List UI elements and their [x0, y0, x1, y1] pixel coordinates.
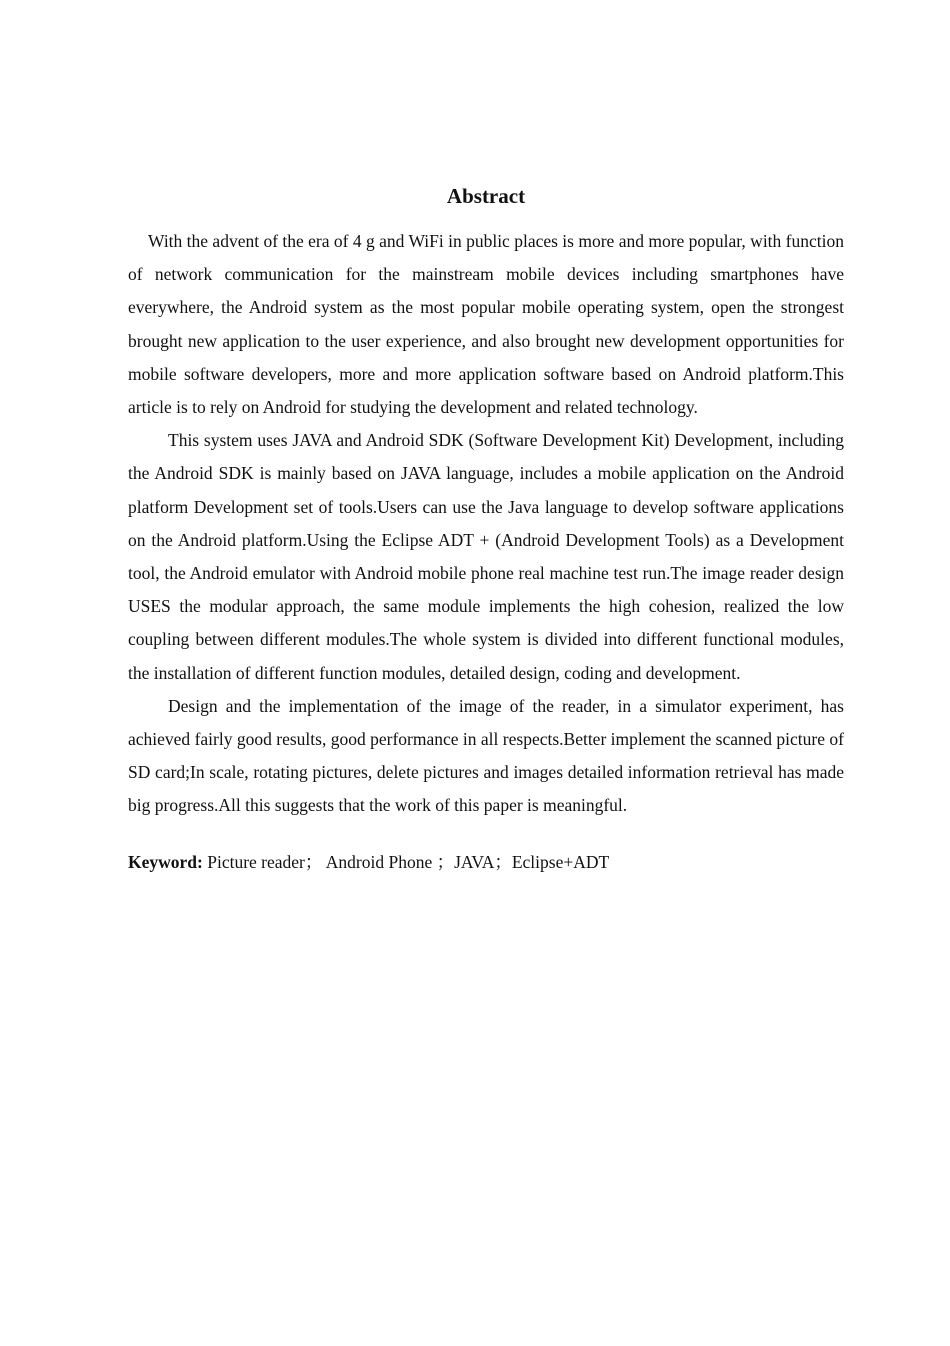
abstract-title: Abstract — [446, 184, 526, 208]
abstract-page — [128, 180, 844, 879]
keywords-text: Picture reader； Android Phone ；JAVA；Eclipse+ADT — [207, 851, 610, 872]
abstract-paragraph-1: With the advent of the era of 4 g and WiFi in public places is more and more popular, with function of network communication for the mainstream mobile devices including smartphones have everywhere, the Android system as the most popular mobile operating system, open the strongest brought new application to the user experience, and also brought new development opportunities for mobile software developers, more and more application software based on Android platform.This article is to rely on Android for studying the development and related technology. — [128, 231, 844, 418]
keywords-line — [128, 846, 844, 879]
keywords-label: Keyword: — [128, 851, 203, 872]
abstract-paragraph-3: Design and the implementation of the image of the reader, in a simulator experiment, has achieved fairly good results, good performance in all respects.Better implement the scanned picture of SD card;In scale, rotating pictures, delete pictures and images detailed information retrieval has made big progress.All this suggests that the work of this paper is meaningful. — [128, 695, 844, 816]
abstract-paragraph-2: This system uses JAVA and Android SDK (Software Development Kit) Development, including the Android SDK is mainly based on JAVA language, includes a mobile application on the Android platform Development set of tools.Users can use the Java language to develop software applications on the Android platform.Using the Eclipse ADT + (Android Development Tools) as a Development tool, the Android emulator with Android mobile phone real machine test run.The image reader design USES the modular approach, the same module implements the high cohesion, realized the low coupling between different modules.The whole system is divided into different functional modules, the installation of different function modules, detailed design, coding and development. — [128, 430, 844, 683]
